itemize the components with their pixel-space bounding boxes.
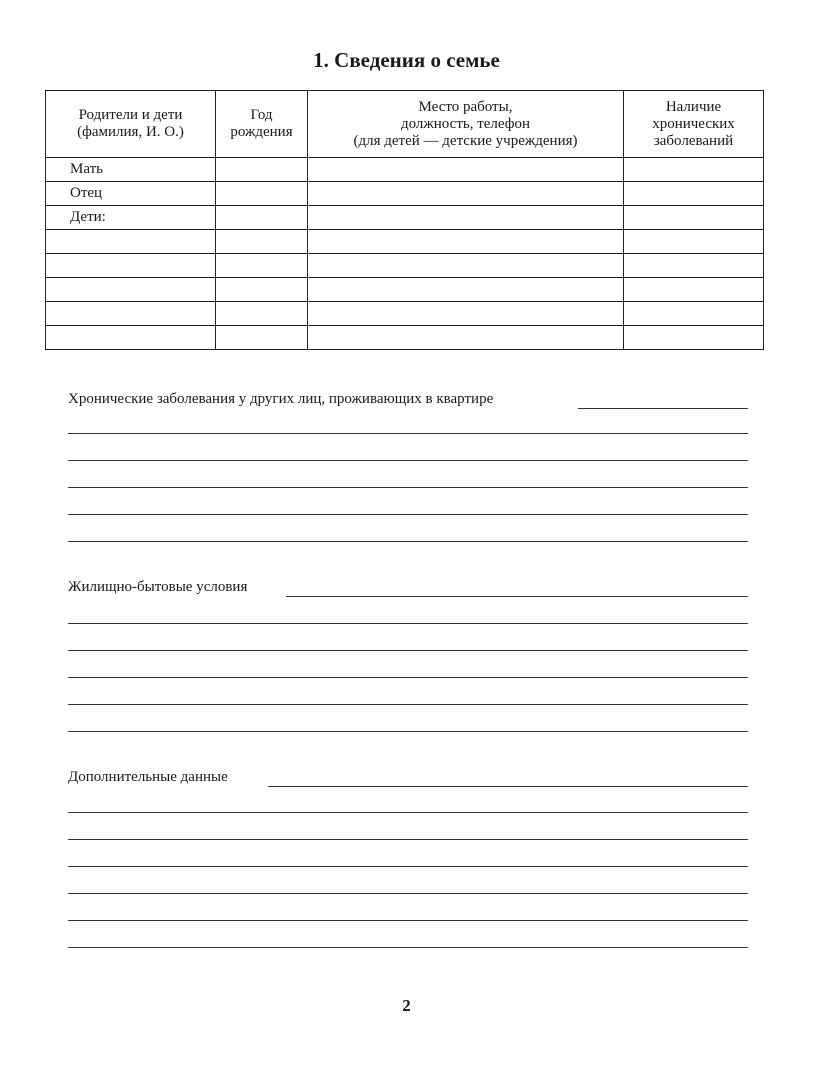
cell-workplace[interactable]: [308, 326, 624, 350]
family-table: [45, 90, 764, 350]
cell-name[interactable]: [46, 254, 216, 278]
table-row: [46, 326, 764, 350]
additional-label: Дополнительные данные: [68, 768, 236, 786]
cell-birth-year[interactable]: [216, 230, 308, 254]
table-row: [46, 278, 764, 302]
row-label-mother: Мать: [46, 158, 216, 182]
table-row: [46, 302, 764, 326]
writing-line[interactable]: [68, 460, 748, 461]
writing-line[interactable]: [68, 839, 748, 840]
row-label-father: Отец: [46, 182, 216, 206]
cell-chronic[interactable]: [624, 158, 764, 182]
writing-line[interactable]: [68, 433, 748, 434]
writing-line[interactable]: [68, 677, 748, 678]
cell-workplace[interactable]: [308, 158, 624, 182]
writing-line[interactable]: [68, 893, 748, 894]
writing-line[interactable]: [68, 947, 748, 948]
cell-birth-year[interactable]: [216, 158, 308, 182]
cell-chronic[interactable]: [624, 302, 764, 326]
cell-chronic[interactable]: [624, 230, 764, 254]
additional-fill-line[interactable]: [268, 786, 748, 787]
writing-line[interactable]: [68, 812, 748, 813]
page-number: 2: [402, 996, 411, 1015]
writing-line[interactable]: [68, 623, 748, 624]
writing-line[interactable]: [68, 487, 748, 488]
living-fill-line[interactable]: [286, 596, 748, 597]
cell-workplace[interactable]: [308, 302, 624, 326]
writing-line[interactable]: [68, 514, 748, 515]
writing-line[interactable]: [68, 866, 748, 867]
cell-chronic[interactable]: [624, 182, 764, 206]
living-label: Жилищно-бытовые условия: [68, 578, 255, 596]
header-name: Родители и дети (фамилия, И. О.): [46, 91, 216, 158]
chronic-fill-line[interactable]: [578, 408, 748, 409]
cell-birth-year[interactable]: [216, 254, 308, 278]
cell-workplace[interactable]: [308, 254, 624, 278]
cell-birth-year[interactable]: [216, 182, 308, 206]
row-label-children: Дети:: [46, 206, 216, 230]
cell-name[interactable]: [46, 278, 216, 302]
cell-name[interactable]: [46, 326, 216, 350]
cell-birth-year[interactable]: [216, 326, 308, 350]
table-header-row: [46, 91, 764, 158]
header-birth-year: Год рождения: [216, 91, 308, 158]
writing-line[interactable]: [68, 650, 748, 651]
writing-line[interactable]: [68, 541, 748, 542]
cell-name[interactable]: [46, 230, 216, 254]
cell-chronic[interactable]: [624, 254, 764, 278]
cell-workplace[interactable]: [308, 206, 624, 230]
table-row: [46, 206, 764, 230]
cell-name[interactable]: [46, 302, 216, 326]
writing-line[interactable]: [68, 731, 748, 732]
cell-chronic[interactable]: [624, 206, 764, 230]
cell-chronic[interactable]: [624, 278, 764, 302]
page-title: 1. Сведения о семье: [313, 48, 500, 72]
cell-chronic[interactable]: [624, 326, 764, 350]
cell-birth-year[interactable]: [216, 302, 308, 326]
header-chronic: Наличие хронических заболеваний: [624, 91, 764, 158]
writing-line[interactable]: [68, 920, 748, 921]
table-row: [46, 182, 764, 206]
table-row: [46, 230, 764, 254]
header-workplace: Место работы, должность, телефон (для детей — детские учреждения): [308, 91, 624, 158]
cell-workplace[interactable]: [308, 278, 624, 302]
chronic-label: Хронические заболевания у других лиц, проживающих в квартире: [68, 390, 501, 408]
cell-birth-year[interactable]: [216, 206, 308, 230]
cell-workplace[interactable]: [308, 182, 624, 206]
cell-workplace[interactable]: [308, 230, 624, 254]
cell-birth-year[interactable]: [216, 278, 308, 302]
table-row: [46, 158, 764, 182]
table-row: [46, 254, 764, 278]
writing-line[interactable]: [68, 704, 748, 705]
